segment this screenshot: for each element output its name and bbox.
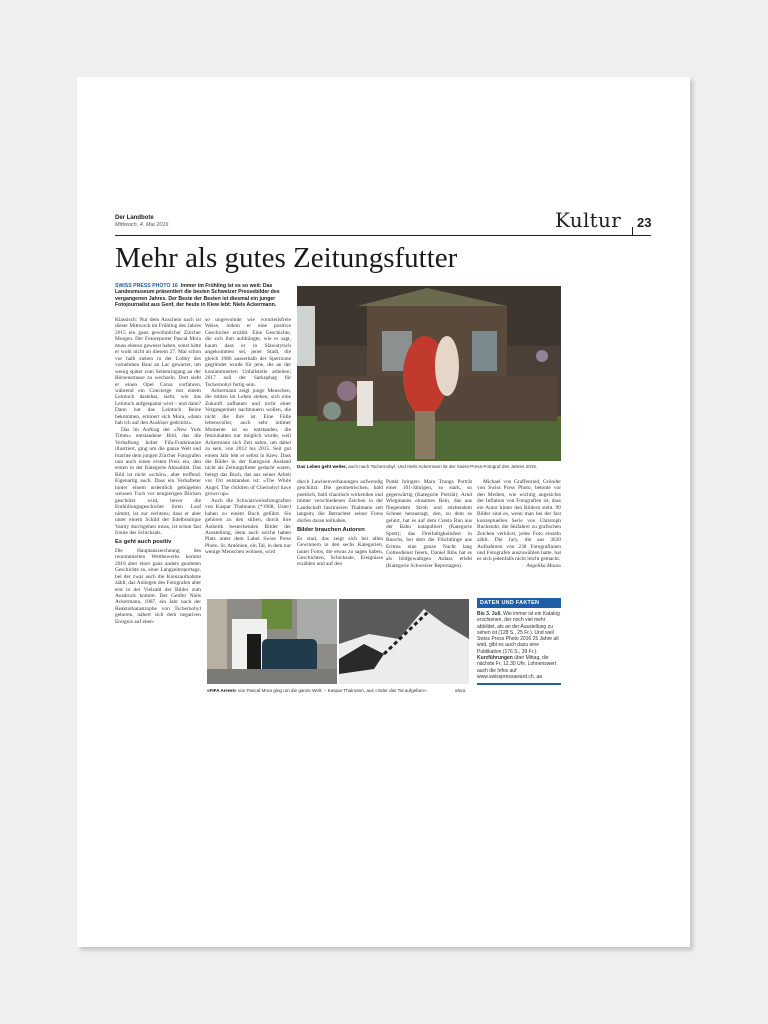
column-4: [386, 479, 472, 569]
facts-box-rule: [477, 683, 561, 685]
facts-box-body: [477, 611, 561, 680]
subheading: Bilder brauchen Autoren: [297, 527, 365, 534]
photo-avalanche-barriers: [339, 599, 469, 684]
newspaper-page: [77, 77, 690, 947]
paragraph: Michael von Graffenried, Gründer von Swiss Press Photo, betonte vor den Medien, wie wichtig angesichts der Inflation von Fotografien ist, dass ein Autor hinter den Bildern steht. 99 Bilder sind es, wenn man bei der fast konzeptuellen Serie von Christoph Ruckstuhl, die Skifahrer zu grafischen Zeichen verkürzt, jedes Foto einzeln zählt. Die Jury, die aus 3620 Aufnahmen von 238 Fotografinnen und Fotografen auszuwählen hatte, hat es sich jedenfalls nicht leicht gemacht.: [477, 479, 561, 563]
facts-tours: Kurzführungen: [477, 655, 513, 662]
column-2: [205, 317, 291, 556]
paragraph: Klassisch: Nur dem Anschein nach ist dieser Mittwoch im Frühling des Jahres 2015 ein ganz gewöhnlicher Zürcher Morgen. Der Fotoreporter Pascal Mora muss ebenso gewesst haben, sonst hätte er wohl nicht an diesem 27. Mai schon vor halb sieben in der Lobby des vornehmen Baur au Lac gewartet, um wenig später zum Seitenringang an der Börsenstrasse zu wechseln. Dort sieht er einen Opel Corsa vorfahren, während ein Concierge mit einem Leintuch dastehat, sieht, wie das Leintuch aufgespannt wird – und dann? Dann hat das Leintuch Beine bekommen, erinnert sich Mora, «dann hab ich auf den Auslöser gedrückt».: [115, 317, 201, 427]
photo-couple-kissing: [297, 286, 561, 461]
paragraph: Das im Auftrag der «New York Times» entstandene Bild, das die Verhaftung hoher Fifa-Funktionäre illustriert, ging um die ganze Welt und brachte dem jungen Zürcher Fotografen nun auch einen ersten Preis ein, den ersten in der Kategorie Aktualität. Das Bild ist nicht «schön», aber treffend. Eigenartig auch. Dass ein Verhafteter hinter einem ordentlich gebügelten weissen Tuch vor neugierigen Blicken geschützt wird, bevor die Enthüllungsgeschichte ihren Lauf nimmt, ist zur rechtens; dass er aber unter einem Schild der Edelboutique Vanity durchgehen muss, ist schon fast Ironie des Schicksals.: [115, 426, 201, 536]
photo-credit: Mora: [455, 688, 466, 693]
paragraph: so ungewohnte wie vorurteilsfreie Weise, indem er eine positive Geschichte erzählt. Eine Geschichte, die sich ihm aufdrängte, wie er sagt, kaum dass er in Slawutytsch angekommen sei, jener Stadt, die gleich 1986 ausserhalb der Sperrzone gegründet wurde für jene, die an der kontaminierten Unfallstelle arbeiten; 2017 soll der Sarkophag für Tschernobyl fertig sein.: [205, 317, 291, 388]
facts-box: [477, 598, 561, 685]
column-5: [477, 479, 561, 569]
column-1: [115, 317, 201, 625]
newspaper-name: Der Landbote: [115, 215, 154, 221]
avalanche-photo: [339, 599, 469, 684]
subheading: Es geht auch positiv: [115, 539, 172, 546]
section-divider: [632, 227, 633, 235]
paragraph: Auch die Schwarzweissfotografien von Kaspar Thalmann (*1968, Uster) haben zu einem Buch geführt. Sie gehören zu den stillen, durch ihre Ästhetik bestechenden Bilder der Ausstellung, denn auch solche haben Platz unter dem Label Swiss Press Photo. St. Antönien, ein Tal, in dem nur wenige Menschen wohnen, wird: [205, 497, 291, 556]
bottom-photo-caption: [207, 688, 428, 693]
paragraph: Es sind, das zeigt sich bei allen Gewinnern in den sechs Kategorien, lauter Fotos, die etwas zu sagen haben, Geschichten, Schicksale, Ereignisse erzählen und auf den: [297, 535, 383, 568]
lead-text: Immer im Frühling ist es so weit: Das Landesmuseum präsentiert die besten Schweizer Pressebilder des vergangenen Jahres. Der Beste der Besten ist diesmal ein junger Fotojournalist aus Genf, der heute in Kiew lebt: Niels Ackermann.: [115, 283, 280, 309]
headline: Mehr als gutes Zeitungsfutter: [115, 242, 458, 274]
facts-box-title: DATEN UND FAKTEN: [477, 598, 561, 608]
caption-bold: «FIFA Arrest»: [207, 688, 237, 693]
kicker: SWISS PRESS PHOTO 16: [115, 283, 178, 289]
section-title: Kultur: [555, 208, 622, 232]
fifa-arrest-photo: [207, 599, 337, 684]
page-number: 23: [637, 215, 652, 230]
caption-bold: Das Leben geht weiter,: [297, 464, 347, 469]
paragraph: Ackermann zeigt junge Menschen, die mitten im Leben stehen, sich eine Zukunft aufbauen und nicht einer Vergangenheit nachtrauern wollen, die nicht die ihre ist. Eine Fülle lebensvoller, auch sehr intimer Momente ist so entstanden, die festzuhalten nur möglich wurde, weil Ackermann sich Zeit nahm, um dabei zu sein, von 2012 bis 2015. Seit gut einem Jahr lebt er selbst in Kiew. Dass die Bilder in der Kategorie Ausland nicht als Zeitungsfutter gedacht waren, belegt das Buch, das aus seiner Arbeit vor Ort entstanden ist: «The White Angel. The children of Chernobyl have grown up».: [205, 387, 291, 498]
caption-text: auch nach Tschernobyl. Und Niels Ackermann ist der Swiss-Press-Fotograf des Jahres 2015.: [348, 464, 538, 469]
header-rule: [115, 235, 651, 236]
issue-date: Mittwoch, 4. Mai 2016: [115, 222, 169, 228]
main-photo: [297, 286, 561, 461]
facts-date: Bis 3. Juli.: [477, 611, 502, 617]
paragraph: durch Lawinenverbauungen aufwendig geschützt. Die geometrischen, bald poetisch, bald chaotisch wirkenden und immer verschiedenen Zeichen in der Landschaft faszinieren Thalmann seit langem; die Betrachter seiner Fotos dürfen daran teilhaben.: [297, 479, 383, 524]
photo-fifa-arrest: [207, 599, 337, 684]
article-lead: [115, 283, 295, 309]
paragraph: Die Hauptauszeichnung des renommierten Wettbewerbs kommt 2016 aber einer ganz anders gearteten Geschichte zu, einer Langzeitreportage, bei der zwar auch die Kreuzaufnahme zählt, das Anliegen des Fotografen aber erst in der Vielzahl der Bilder zum Ausdruck kommt. Der Genfer Niels Ackermann, 1987, ein Jahr nach der Reaktorkatastrophe von Tschernobyl geboren, nähert sich dem negativen Ereignis auf eben-: [115, 547, 201, 625]
main-photo-caption: [297, 464, 537, 469]
caption-text: von Pascal Mora ging um die ganze Welt. – Kaspar Thalmann, aus «Oder das Tal aufgeben».: [237, 688, 428, 693]
paragraph: Punkt bringen: Mara Truogs Porträt einer 101-Jährigen, so stark, so gegenwärtig (Kategorie Porträt); Arnd Wiegmanns einsames Bein, das aus fliegendem Stroh und stiebendem Schnee herausragt, den, zu dem es gehört, hat es auf dem Cresta Run aus der Bahn katapultiert (Kategorie Sport); das Dreifaltigkeitsfest in Buochs, bei dem die Flüchtlinge aus Eritrea eine ganze Nacht lang Gottesdienst feiern, Daniel Rihs hat es als bildgewaltigen Anlass erlebt (Kategorie Schweizer Reportagen).: [386, 479, 472, 569]
facts-text: über Mittag, die nächste Fr, 12.30 Uhr. Lohnenswert auch die Infos auf www.swisspressaward.ch.: [477, 655, 557, 680]
author: Angelika Maass: [526, 562, 561, 569]
column-3: [297, 479, 383, 568]
facts-text: Wie immer ist ein Katalog erschienen, der noch viel mehr abbildet, als an der Ausstellung zu sehen ist (128 S., 25 Fr.). Und weil Swiss Press Photo 2016 25 Jahre alt wird, gibt es auch dazu eine Publikation (176 S., 39 Fr.).: [477, 611, 560, 655]
facts-sign: aa: [536, 673, 543, 680]
